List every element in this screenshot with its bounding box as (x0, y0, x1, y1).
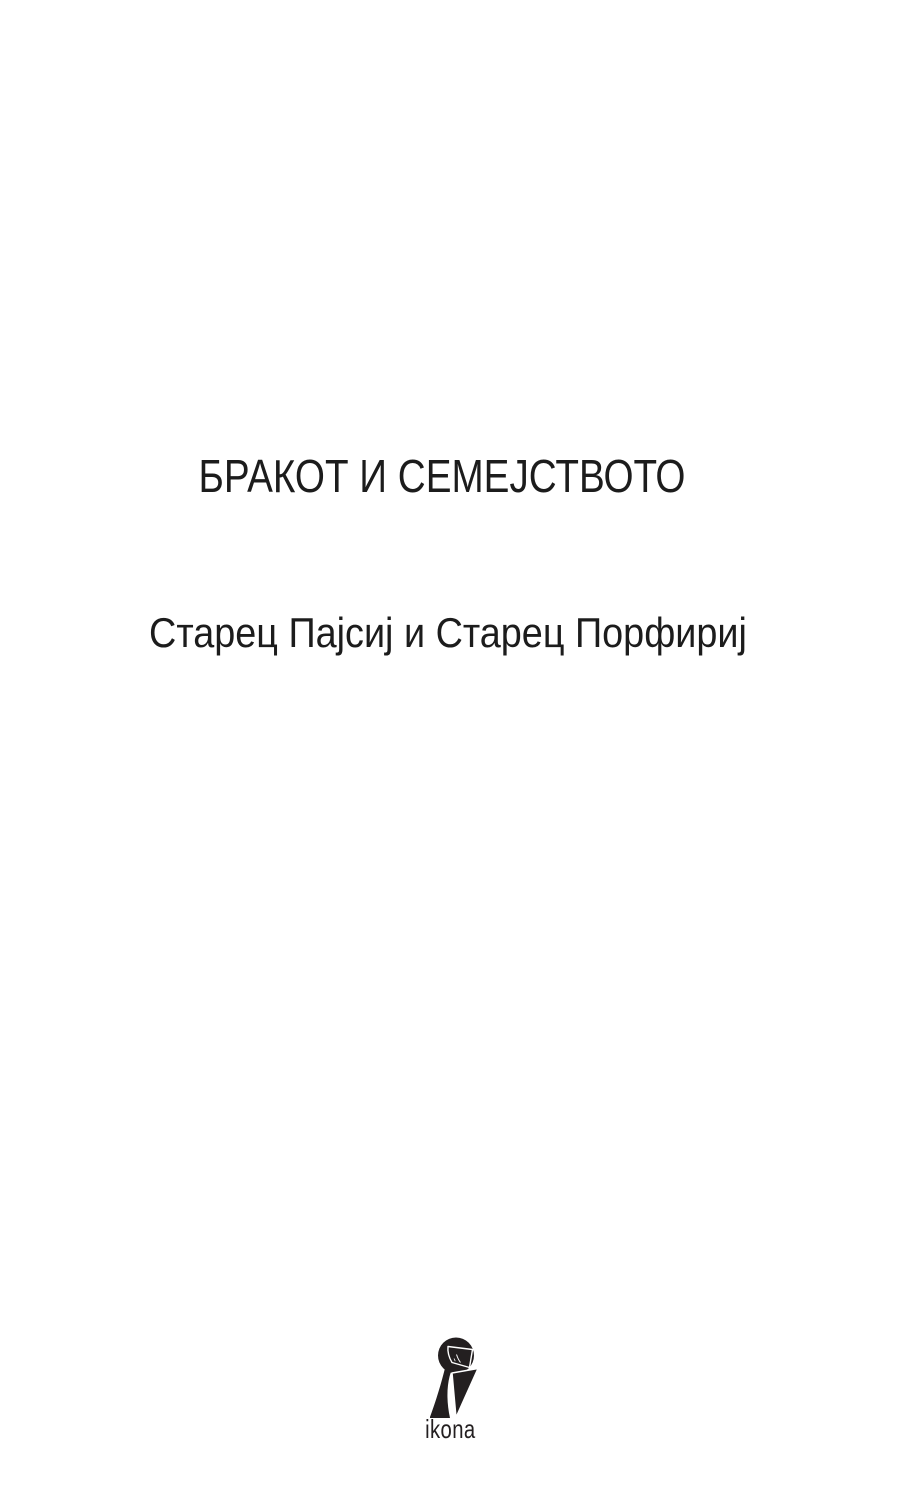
publisher-logo-icon (428, 1337, 480, 1418)
book-subtitle: Старец Пајсиј и Старец Порфириј (149, 609, 747, 656)
publisher-name-row (0, 1416, 908, 1442)
book-title: БРАКОТ И СЕМЕЈСТВОТО (198, 450, 686, 502)
robe-fold-triangle (452, 1369, 478, 1418)
publisher-name: ikona (424, 1414, 476, 1444)
